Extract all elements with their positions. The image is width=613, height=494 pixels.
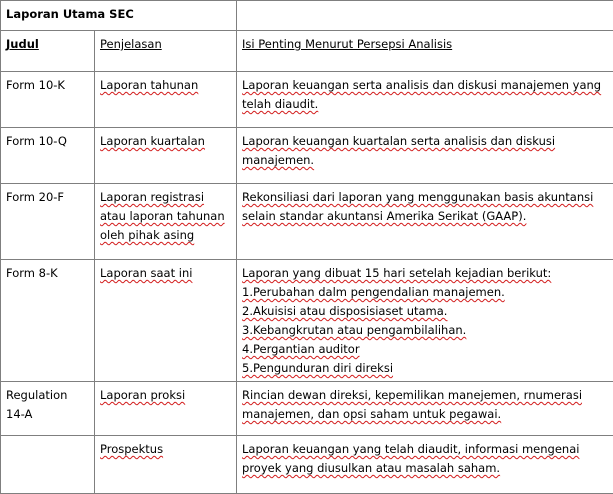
cell-isi-line: Laporan keuangan yang telah diaudit, informasi mengenai proyek yang diusulkan atau masalah saham. — [242, 440, 608, 478]
header-penjelasan — [95, 31, 237, 72]
cell-judul: Regulation 14-A — [1, 382, 95, 436]
cell-judul: Form 20-F — [1, 184, 95, 260]
title-row-empty-cell — [237, 1, 613, 31]
cell-penjelasan-text: Prospektus — [100, 442, 163, 456]
cell-isi-line: Laporan keuangan kuartalan serta analisis dan diskusi manajemen. — [242, 132, 608, 170]
cell-isi-line: Laporan keuangan serta analisis dan diskusi manajemen yang telah diaudit. — [242, 76, 608, 114]
cell-isi-line: 3.Kebangkrutan atau pengambilalihan. — [242, 321, 608, 340]
cell-penjelasan-text: Laporan saat ini — [100, 266, 192, 280]
cell-judul: Form 8-K — [1, 260, 95, 382]
table-row — [1, 128, 613, 184]
cell-penjelasan-text: Laporan kuartalan — [100, 134, 205, 148]
cell-isi-line: Laporan yang dibuat 15 hari setelah kejadian berikut: — [242, 264, 608, 283]
cell-penjelasan — [95, 72, 237, 128]
cell-isi — [237, 260, 613, 382]
cell-isi-line: 1.Perubahan dalm pengendalian manajemen. — [242, 283, 608, 302]
cell-isi — [237, 184, 613, 260]
cell-judul: Form 10-K — [1, 72, 95, 128]
table-row — [1, 72, 613, 128]
cell-penjelasan-text: Laporan registrasi atau laporan tahunan oleh pihak asing — [100, 190, 225, 242]
table-title: Laporan Utama SEC — [1, 1, 237, 31]
cell-isi-line: 2.Akuisisi atau disposisiaset utama. — [242, 302, 608, 321]
header-penjelasan-label: Penjelasan — [100, 37, 162, 51]
title-row — [1, 1, 613, 31]
cell-isi — [237, 382, 613, 436]
cell-isi-line: 4.Pergantian auditor — [242, 340, 608, 359]
header-judul-label: Judul — [6, 37, 39, 51]
cell-penjelasan-text: Laporan tahunan — [100, 78, 198, 92]
header-isi — [237, 31, 613, 72]
cell-isi — [237, 128, 613, 184]
header-isi-label: Isi Penting Menurut Persepsi Analisis — [242, 37, 452, 51]
cell-penjelasan — [95, 184, 237, 260]
table-row — [1, 184, 613, 260]
cell-isi — [237, 436, 613, 494]
cell-judul — [1, 436, 95, 494]
table-row — [1, 382, 613, 436]
cell-isi-line: Rincian dewan direksi, kepemilikan manejemen, rnumerasi manajemen, dan opsi saham untuk pegawai. — [242, 386, 608, 424]
cell-isi — [237, 72, 613, 128]
cell-penjelasan — [95, 128, 237, 184]
cell-penjelasan — [95, 260, 237, 382]
cell-penjelasan — [95, 382, 237, 436]
cell-penjelasan-text: Laporan proksi — [100, 388, 185, 402]
cell-isi-line: Rekonsiliasi dari laporan yang menggunakan basis akuntansi selain standar akuntansi Amerika Serikat (GAAP). — [242, 188, 608, 226]
table-row — [1, 436, 613, 494]
cell-isi-line: 5.Pengunduran diri direksi — [242, 359, 608, 378]
cell-judul: Form 10-Q — [1, 128, 95, 184]
header-row — [1, 31, 613, 72]
header-judul — [1, 31, 95, 72]
table-row — [1, 260, 613, 382]
cell-penjelasan — [95, 436, 237, 494]
